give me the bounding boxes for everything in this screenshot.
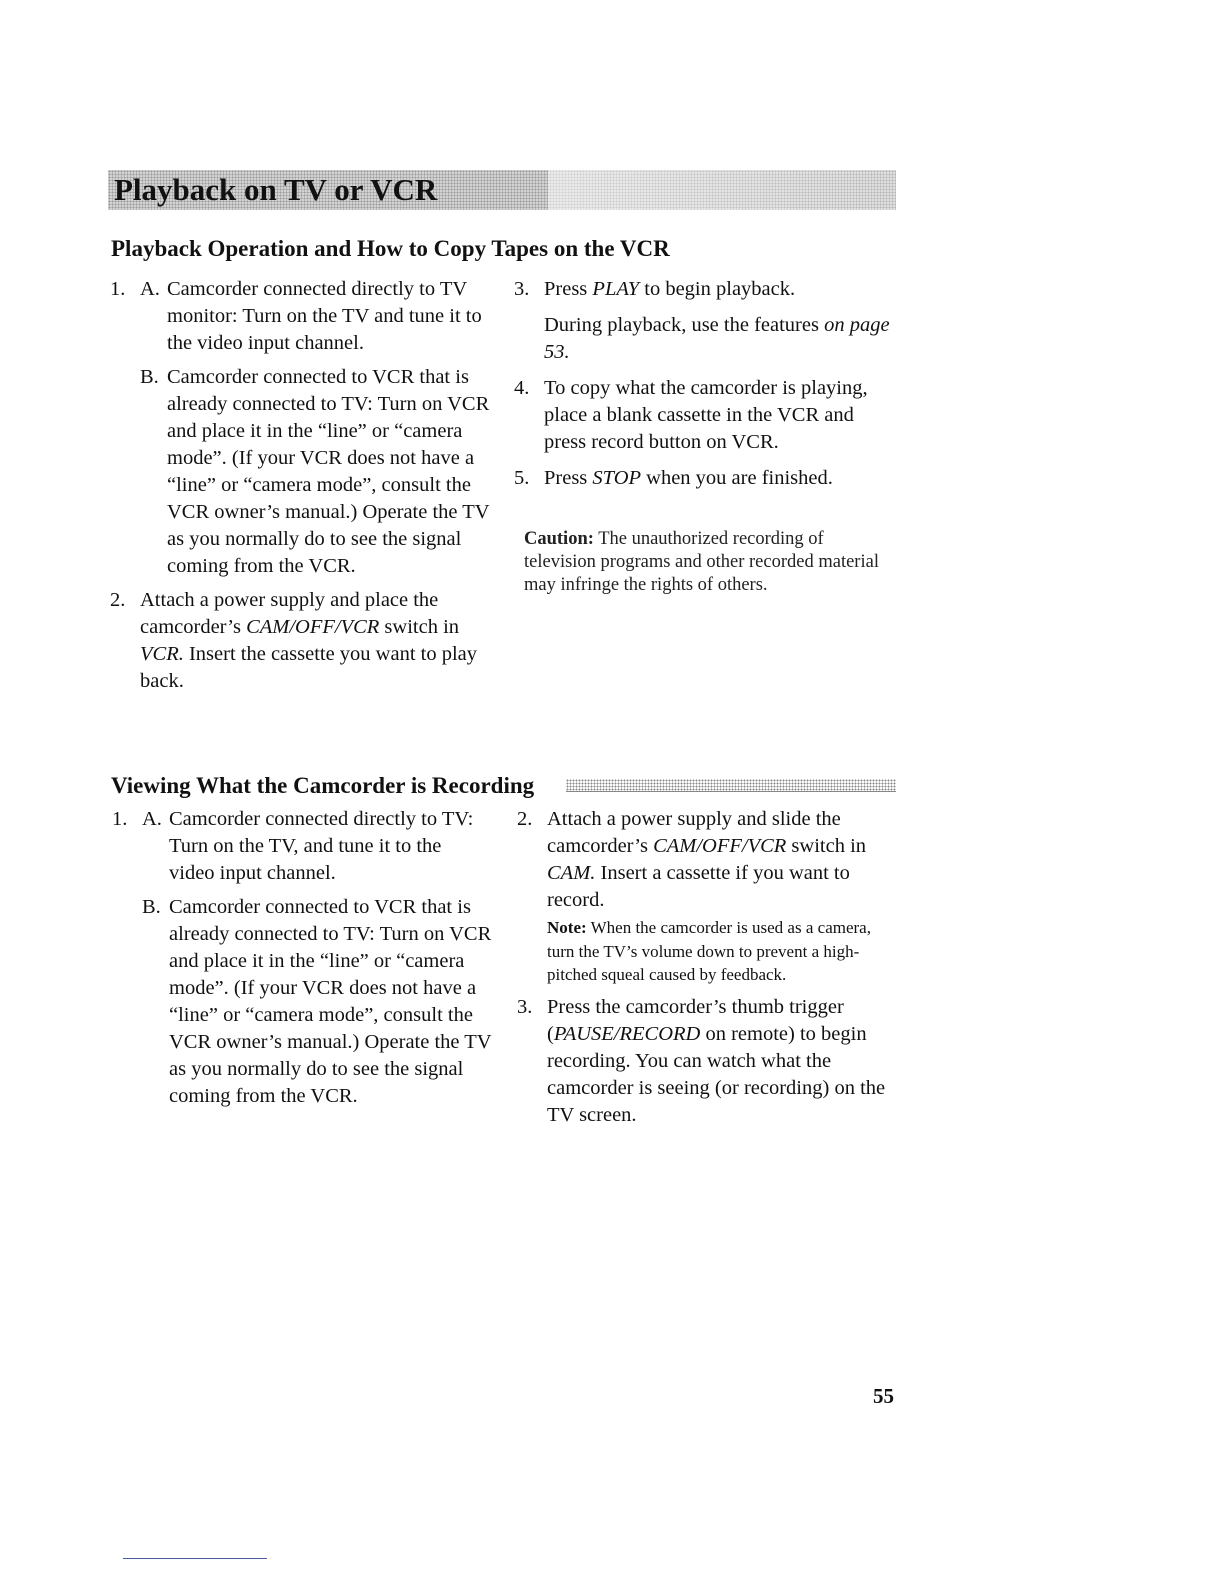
list-item: [514, 375, 890, 456]
note-label: Note:: [547, 918, 587, 937]
section-banner: [108, 170, 896, 210]
note-text: When the camcorder is used as a camera, turn the TV’s volume down to prevent a high-pitched squeal caused by feedback.: [547, 918, 871, 984]
list-item: [514, 465, 890, 492]
list-item: [110, 587, 490, 695]
sub-letter: B.: [142, 896, 161, 918]
item-number: 5.: [514, 467, 530, 489]
sub-item-a: [142, 806, 492, 887]
item-number: 1.: [112, 808, 128, 830]
section2-heading: Viewing What the Camcorder is Recording: [111, 773, 535, 798]
page-number: 55: [873, 1384, 894, 1408]
sub-item-text: Camcorder connected directly to TV: Turn on the TV, and tune it to the video input channel.: [169, 808, 474, 884]
item-text: Press the camcorder’s thumb trigger (PAUSE/RECORD on remote) to begin recording. You can watch what the camcorder is seeing (or recording) on the TV screen.: [547, 995, 886, 1126]
sub-letter: A.: [140, 278, 160, 300]
section1-right-column: [514, 276, 890, 499]
item-text: To copy what the camcorder is playing, place a blank cassette in the VCR and press record button on VCR.: [544, 377, 868, 453]
item-text: Press PLAY to begin playback.: [544, 278, 796, 300]
item-text: Attach a power supply and place the camcorder’s CAM/OFF/VCR switch in VCR. Insert the cassette you want to play back.: [140, 589, 478, 692]
list-item: [110, 276, 490, 580]
list-item: [112, 806, 492, 1110]
sub-letter: B.: [140, 366, 159, 388]
list-item: [514, 276, 890, 366]
list-item: [517, 806, 897, 987]
banner-fade: [548, 170, 896, 210]
item-number: 1.: [110, 278, 126, 300]
heading-rule: [566, 779, 896, 792]
sub-item-b: [140, 364, 490, 580]
item-paragraph: During playback, use the features on page 53.: [544, 314, 890, 363]
note: [547, 916, 897, 987]
item-text: Press STOP when you are finished.: [544, 467, 833, 489]
banner-title: Playback on TV or VCR: [114, 172, 438, 207]
item-number: 3.: [517, 995, 533, 1018]
caution-notice: [524, 528, 884, 597]
item-number: 2.: [517, 808, 533, 830]
sub-item-text: Camcorder connected directly to TV monitor: Turn on the TV and tune it to the video input channel.: [167, 278, 482, 354]
sub-item-text: Camcorder connected to VCR that is already connected to TV: Turn on VCR and place it in the “line” or “camera mode”. (If your VCR does not have a “line” or “camera mode”, consult the VCR owner’s manual.) Operate the TV as you normally do to see the signal coming from the VCR.: [169, 896, 492, 1107]
sub-item-a: [140, 276, 490, 357]
section1-heading: Playback Operation and How to Copy Tapes on the VCR: [111, 236, 670, 261]
footer-rule: [123, 1558, 267, 1559]
item-number: 2.: [110, 589, 126, 611]
list-item: [517, 994, 897, 1129]
item-number: 3.: [514, 278, 530, 300]
section2-right-column: [517, 806, 897, 1136]
section2-left-column: [112, 806, 492, 1117]
section1-left-column: [110, 276, 490, 702]
item-text: Attach a power supply and slide the camcorder’s CAM/OFF/VCR switch in CAM. Insert a cassette if you want to record.: [547, 808, 867, 911]
caution-label: Caution:: [524, 529, 594, 549]
item-number: 4.: [514, 377, 530, 399]
sub-item-b: [142, 894, 492, 1110]
sub-letter: A.: [142, 808, 162, 830]
caution-text: The unauthorized recording of television programs and other recorded material may infringe the rights of others.: [524, 529, 879, 595]
sub-item-text: Camcorder connected to VCR that is already connected to TV: Turn on VCR and place it in the “line” or “camera mode”. (If your VCR does not have a “line” or “camera mode”, consult the VCR owner’s manual.) Operate the TV as you normally do to see the signal coming from the VCR.: [167, 366, 490, 577]
